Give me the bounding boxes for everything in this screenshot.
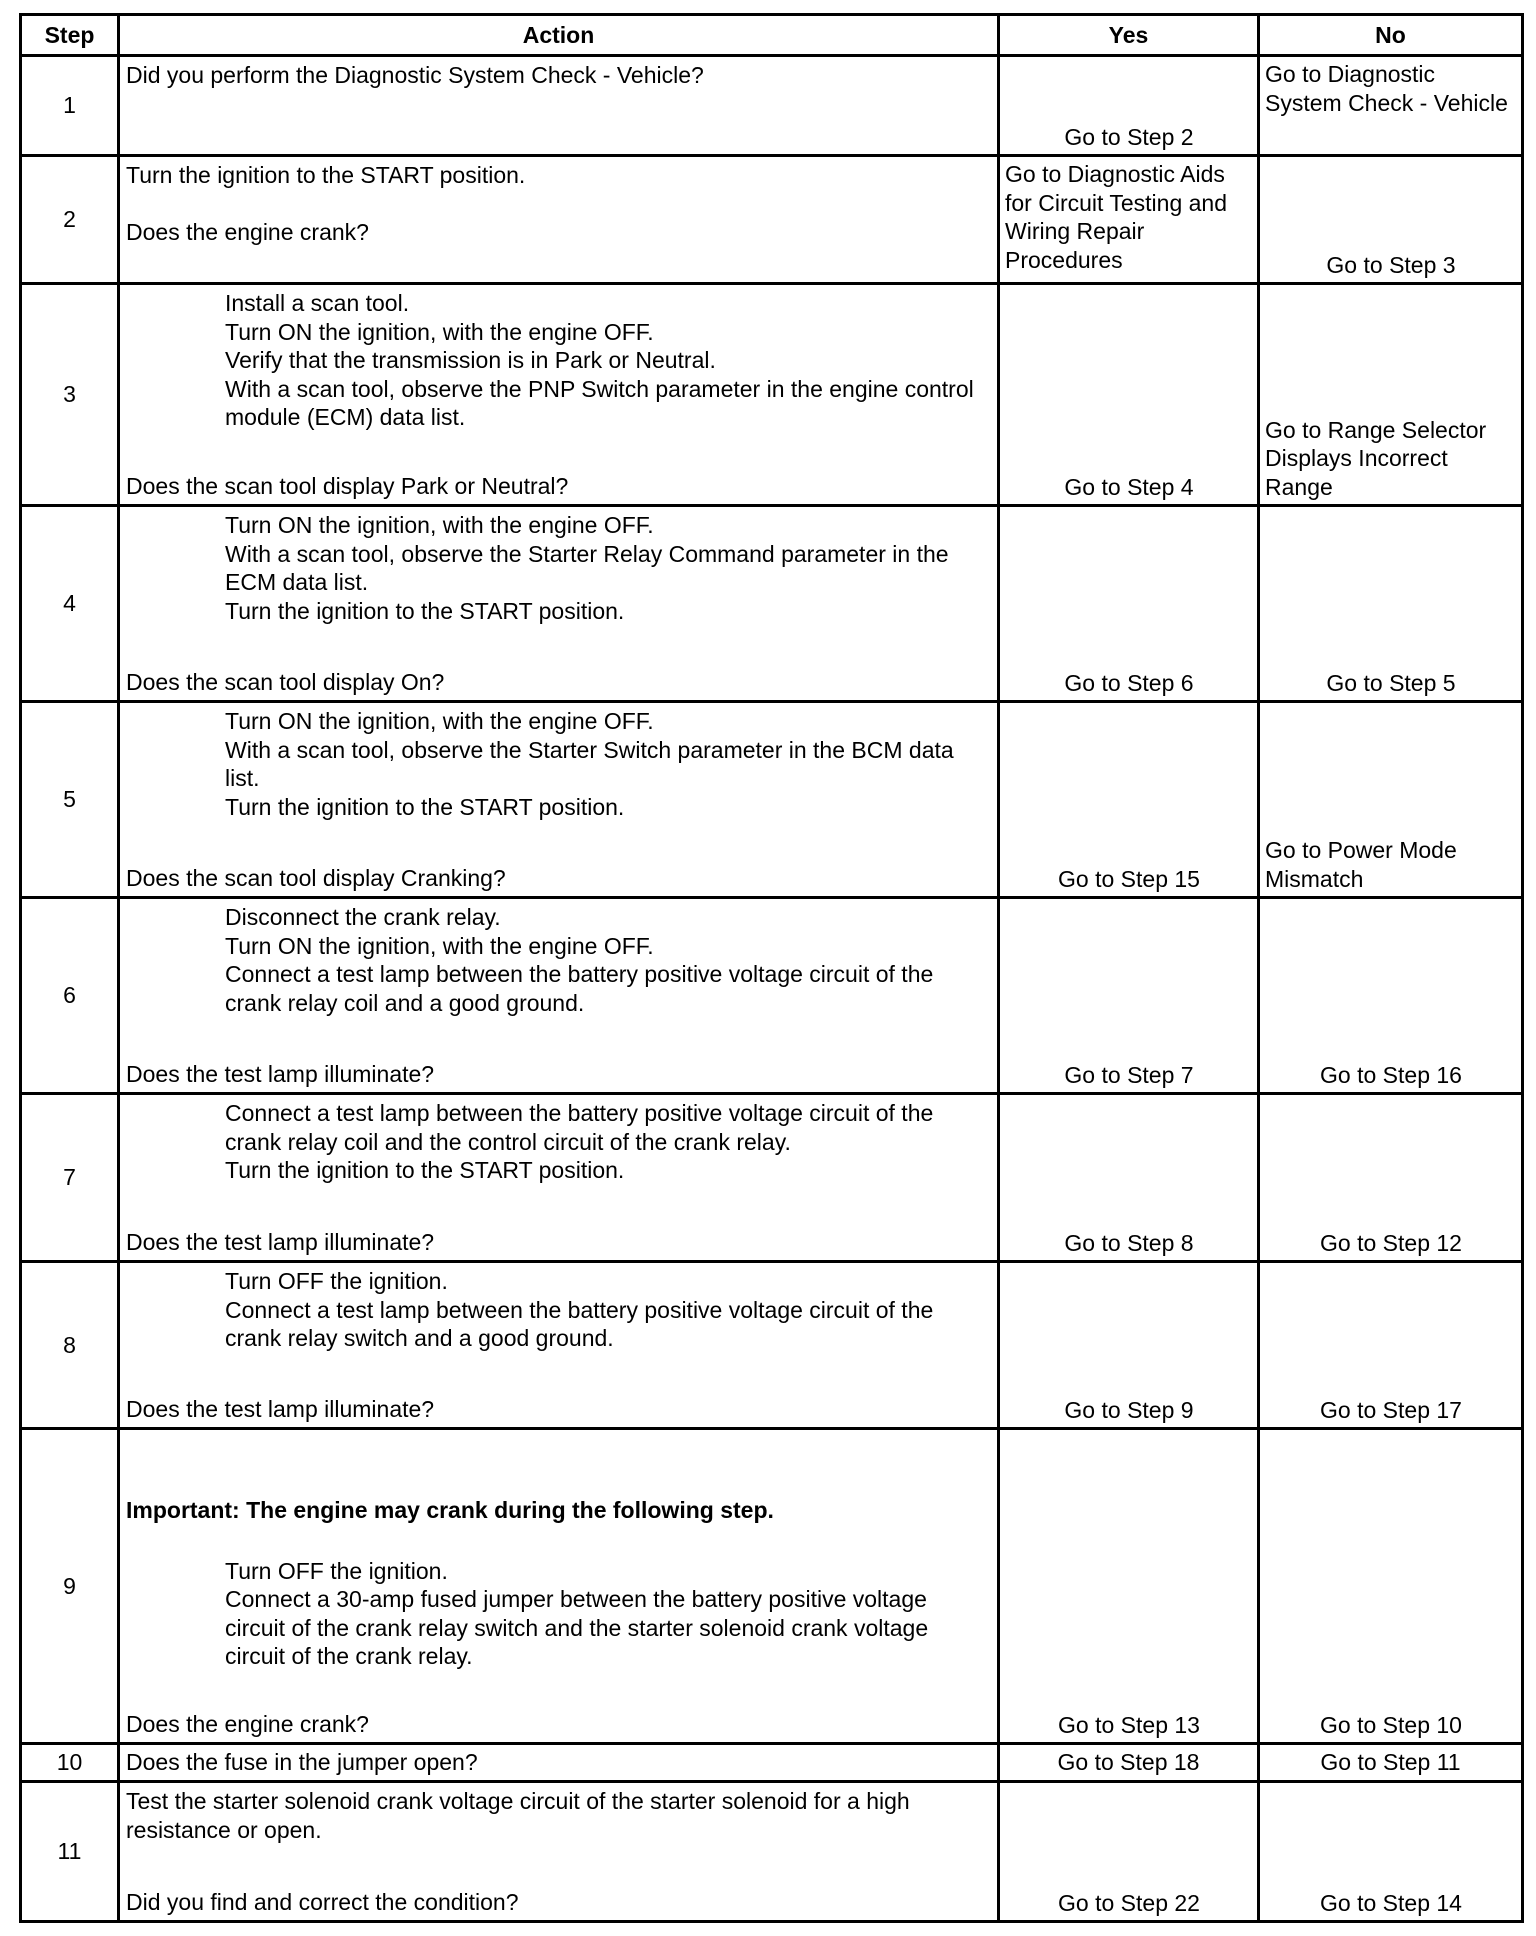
table-row bbox=[21, 284, 1523, 506]
header-action: Action bbox=[119, 15, 999, 56]
action-cell bbox=[119, 1744, 999, 1782]
action-step: Turn ON the ignition, with the engine OFF. bbox=[225, 512, 654, 538]
action-step: Turn OFF the ignition. bbox=[225, 1268, 448, 1294]
step-number: 5 bbox=[21, 702, 119, 898]
step-number: 10 bbox=[21, 1744, 119, 1782]
action-step: Verify that the transmission is in Park or Neutral. bbox=[225, 347, 716, 373]
action-cell bbox=[119, 1782, 999, 1922]
action-question: Does the scan tool display Cranking? bbox=[126, 864, 506, 891]
step-number: 6 bbox=[21, 898, 119, 1094]
table-row bbox=[21, 1744, 1523, 1782]
yes-link[interactable]: Go to Diagnostic Aids for Circuit Testing and Wiring Repair Procedures bbox=[999, 156, 1259, 284]
action-question: Does the engine crank? bbox=[126, 1710, 369, 1737]
action-question: Did you find and correct the condition? bbox=[126, 1888, 519, 1915]
action-cell bbox=[119, 1094, 999, 1262]
action-cell bbox=[119, 156, 999, 284]
yes-link[interactable]: Go to Step 4 bbox=[999, 284, 1259, 506]
action-cell bbox=[119, 1262, 999, 1429]
no-link[interactable]: Go to Step 11 bbox=[1259, 1744, 1523, 1782]
action-step: Connect a test lamp between the battery positive voltage circuit of the crank relay coil and the control circuit of the crank relay. bbox=[225, 1100, 934, 1155]
yes-link[interactable]: Go to Step 22 bbox=[999, 1782, 1259, 1922]
action-steps bbox=[126, 903, 991, 1017]
action-cell bbox=[119, 284, 999, 506]
table-row bbox=[21, 1094, 1523, 1262]
action-step: Turn ON the ignition, with the engine OFF. bbox=[225, 708, 654, 734]
action-step: Turn the ignition to the START position. bbox=[225, 597, 625, 624]
yes-link[interactable]: Go to Step 13 bbox=[999, 1429, 1259, 1744]
no-link[interactable]: Go to Step 3 bbox=[1259, 156, 1523, 284]
no-link[interactable]: Go to Step 5 bbox=[1259, 506, 1523, 702]
no-link[interactable]: Go to Step 10 bbox=[1259, 1429, 1523, 1744]
yes-link[interactable]: Go to Step 7 bbox=[999, 898, 1259, 1094]
action-steps bbox=[126, 289, 991, 432]
no-link[interactable]: Go to Power Mode Mismatch bbox=[1259, 702, 1523, 898]
step-number: 4 bbox=[21, 506, 119, 702]
step-number: 7 bbox=[21, 1094, 119, 1262]
no-link[interactable]: Go to Step 14 bbox=[1259, 1782, 1523, 1922]
action-cell bbox=[119, 702, 999, 898]
action-step: Install a scan tool. bbox=[225, 290, 410, 316]
yes-link[interactable]: Go to Step 6 bbox=[999, 506, 1259, 702]
action-step: Turn the ignition to the START position. bbox=[225, 1157, 625, 1183]
table-row bbox=[21, 898, 1523, 1094]
table-row bbox=[21, 56, 1523, 156]
header-row bbox=[21, 15, 1523, 56]
no-link[interactable]: Go to Diagnostic System Check - Vehicle bbox=[1259, 56, 1523, 156]
action-cell bbox=[119, 506, 999, 702]
action-steps bbox=[126, 511, 991, 625]
yes-link[interactable]: Go to Step 8 bbox=[999, 1094, 1259, 1262]
action-step: Disconnect the crank relay. bbox=[225, 904, 501, 930]
step-number: 1 bbox=[21, 56, 119, 156]
step-number: 3 bbox=[21, 284, 119, 506]
header-no: No bbox=[1259, 15, 1523, 56]
header-step: Step bbox=[21, 15, 119, 56]
action-question: Does the engine crank? bbox=[126, 218, 369, 245]
action-question: Does the scan tool display Park or Neutral? bbox=[126, 472, 569, 499]
action-step: Turn ON the ignition, with the engine OFF. bbox=[225, 932, 654, 959]
action-question: Does the test lamp illuminate? bbox=[126, 1228, 435, 1255]
no-link[interactable]: Go to Step 17 bbox=[1259, 1262, 1523, 1429]
table-row bbox=[21, 702, 1523, 898]
action-question: Does the test lamp illuminate? bbox=[126, 1060, 435, 1087]
action-steps bbox=[126, 1267, 991, 1353]
action-question: Did you perform the Diagnostic System Check - Vehicle? bbox=[126, 62, 704, 88]
action-steps bbox=[126, 1557, 991, 1671]
no-link[interactable]: Go to Range Selector Displays Incorrect Range bbox=[1259, 284, 1523, 506]
action-step: With a scan tool, observe the PNP Switch parameter in the engine control module (ECM) data list. bbox=[225, 375, 974, 430]
yes-link[interactable]: Go to Step 9 bbox=[999, 1262, 1259, 1429]
action-steps bbox=[126, 707, 991, 821]
action-step: Connect a test lamp between the battery positive voltage circuit of the crank relay coil and a good ground. bbox=[225, 961, 934, 1016]
action-steps bbox=[126, 1099, 991, 1185]
table-row bbox=[21, 1429, 1523, 1744]
action-step: Turn OFF the ignition. bbox=[225, 1557, 448, 1584]
action-step: Connect a 30-amp fused jumper between the battery positive voltage circuit of the crank relay switch and the starter solenoid crank voltage circuit of the crank relay. bbox=[225, 1586, 929, 1669]
action-step: With a scan tool, observe the Starter Relay Command parameter in the ECM data list. bbox=[225, 540, 949, 595]
header-yes: Yes bbox=[999, 15, 1259, 56]
no-link[interactable]: Go to Step 12 bbox=[1259, 1094, 1523, 1262]
action-cell bbox=[119, 1429, 999, 1744]
table-row bbox=[21, 1262, 1523, 1429]
action-question: Does the test lamp illuminate? bbox=[126, 1395, 435, 1422]
table-row bbox=[21, 156, 1523, 284]
action-cell bbox=[119, 56, 999, 156]
step-number: 2 bbox=[21, 156, 119, 284]
action-lead: Turn the ignition to the START position. bbox=[126, 162, 526, 188]
action-step: Turn ON the ignition, with the engine OFF. bbox=[225, 318, 654, 345]
action-cell bbox=[119, 898, 999, 1094]
action-lead: Test the starter solenoid crank voltage circuit of the starter solenoid for a high resistance or open. bbox=[126, 1788, 910, 1843]
action-step: Connect a test lamp between the battery positive voltage circuit of the crank relay switch and a good ground. bbox=[225, 1296, 934, 1351]
action-question: Does the fuse in the jumper open? bbox=[126, 1749, 478, 1776]
step-number: 8 bbox=[21, 1262, 119, 1429]
diagnostic-table bbox=[19, 13, 1524, 1923]
important-note: Important: The engine may crank during the following step. bbox=[126, 1497, 774, 1523]
action-step: Turn the ignition to the START position. bbox=[225, 793, 625, 820]
yes-link[interactable]: Go to Step 2 bbox=[999, 56, 1259, 156]
step-number: 11 bbox=[21, 1782, 119, 1922]
yes-link[interactable]: Go to Step 15 bbox=[999, 702, 1259, 898]
yes-link[interactable]: Go to Step 18 bbox=[999, 1744, 1259, 1782]
action-question: Does the scan tool display On? bbox=[126, 668, 445, 695]
table-row bbox=[21, 1782, 1523, 1922]
table-row bbox=[21, 506, 1523, 702]
step-number: 9 bbox=[21, 1429, 119, 1744]
no-link[interactable]: Go to Step 16 bbox=[1259, 898, 1523, 1094]
action-step: With a scan tool, observe the Starter Switch parameter in the BCM data list. bbox=[225, 736, 954, 791]
